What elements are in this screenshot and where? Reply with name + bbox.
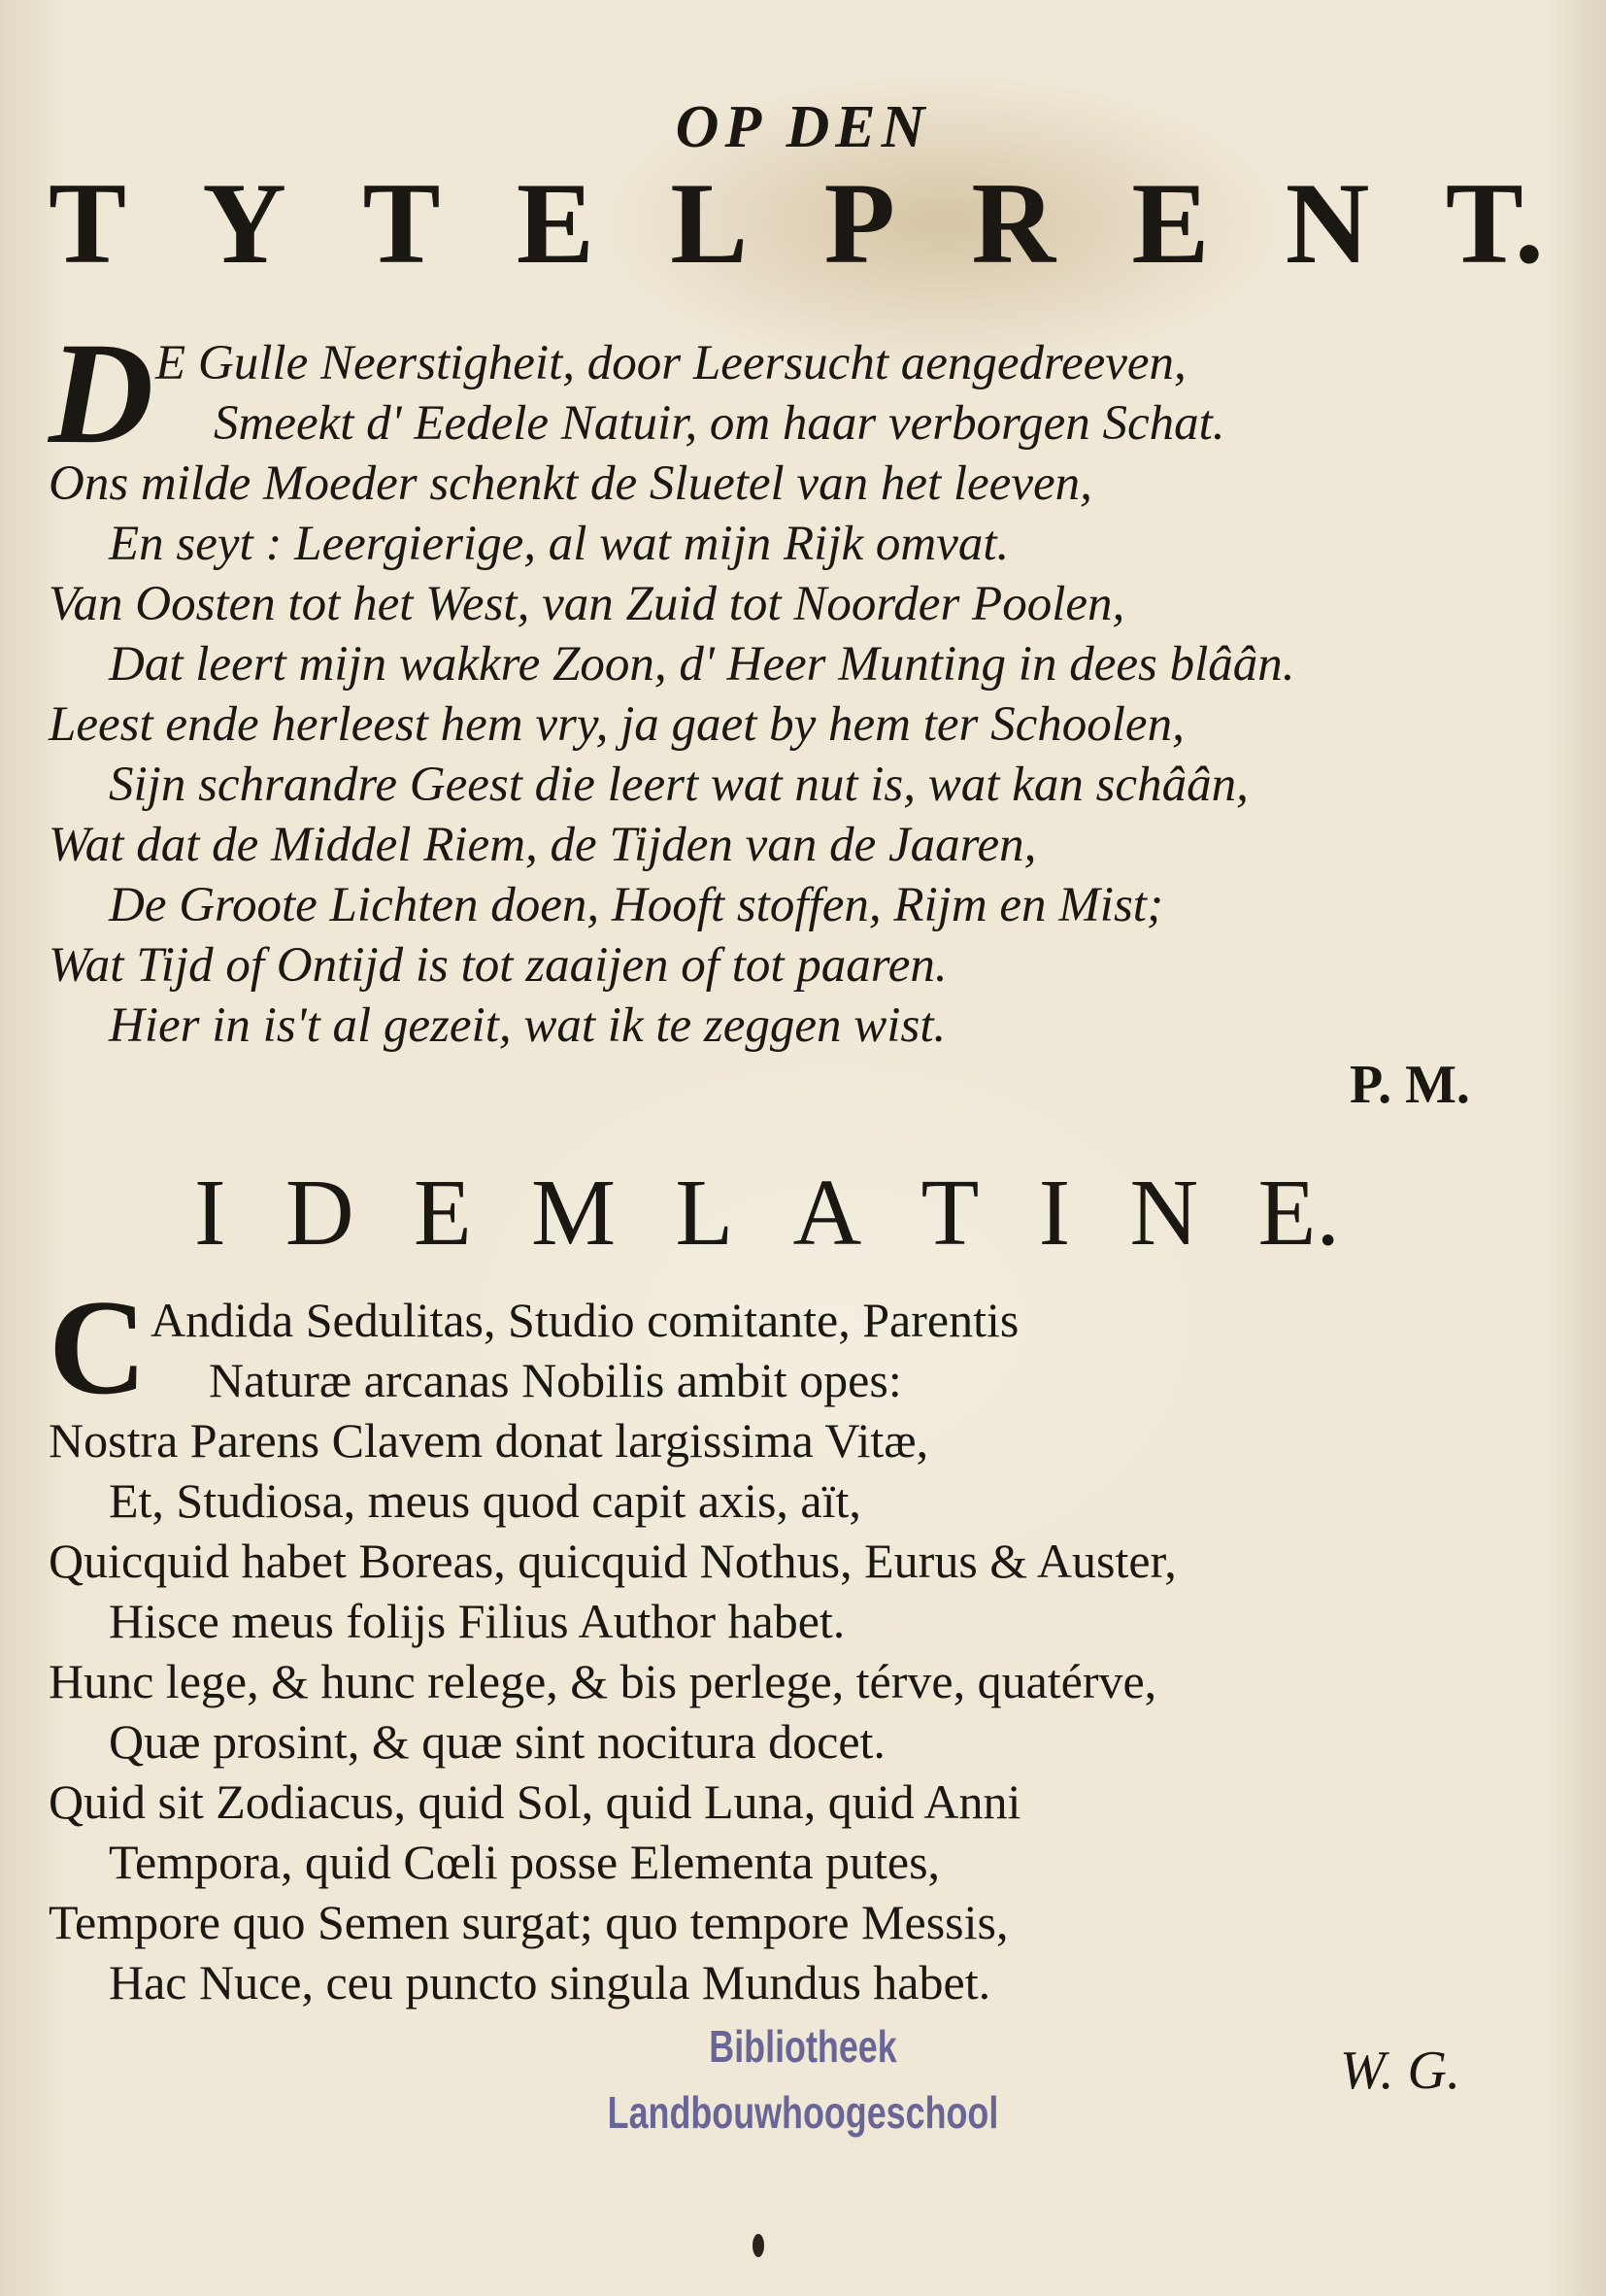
heading-letter: E [516,158,594,287]
bottom-ornament-icon [753,2234,764,2257]
poem-line: Ons milde Moeder schenkt de Sluetel van het leeven, [49,456,1092,511]
poem-line: Quicquid habet Boreas, quicquid Nothus, Eurus & Auster, [49,1534,1177,1588]
poem-line: Smeekt d' Eedele Natuir, om haar verborgen Schat. [214,396,1225,451]
poem-line: Tempora, quid Cœli posse Elementa putes, [109,1835,941,1889]
dropcap-c: C [49,1272,148,1423]
poem-line: Quæ prosint, & quæ sint nocitura docet. [109,1714,886,1769]
heading-letter: I [194,1161,226,1266]
heading-letter: N [1285,158,1370,287]
poem-line: Dat leert mijn wakkre Zoon, d' Heer Munting in dees blâân. [109,637,1295,692]
poem-line: Hac Nuce, ceu puncto singula Mundus habet. [109,1955,991,2009]
heading-letter: I [1038,1161,1071,1266]
heading-letter: E. [1257,1161,1340,1266]
poem-line: Andida Sedulitas, Studio comitante, Parentis [151,1293,1020,1347]
heading-letter: L [675,1161,734,1266]
poem-line: Quid sit Zodiacus, quid Sol, quid Luna, quid Anni [49,1774,1021,1829]
heading-letter: E [1131,158,1210,287]
signature-pm: P. M. [1350,1055,1470,1115]
heading-letter: P [823,158,895,287]
heading-letter: N [1129,1161,1199,1266]
poem-line: Naturæ arcanas Nobilis ambit opes: [209,1353,902,1407]
poem-line: Sijn schrandre Geest die leert wat nut is, wat kan schâân, [109,758,1249,812]
heading-letter: E [413,1161,472,1266]
heading-letter: A [792,1161,862,1266]
poem-line: Van Oosten tot het West, van Zuid tot Noorder Poolen, [49,577,1125,631]
signature-wg: W. G. [1340,2041,1460,2101]
poem-line: Wat Tijd of Ontijd is tot zaaijen of tot paaren. [49,938,948,993]
poem-line: De Groote Lichten doen, Hooft stoffen, Rijm en Mist; [109,878,1163,932]
poem-line: Hunc lege, & hunc relege, & bis perlege, térve, quatérve, [49,1654,1157,1708]
heading-letter: L [670,158,749,287]
poem-line: Nostra Parens Clavem donat largissima Vitæ, [49,1413,929,1468]
heading-letter: T [362,158,441,287]
poem-line: En seyt : Leergierige, al wat mijn Rijk omvat. [109,517,1010,571]
heading-op-den: OP DEN [675,94,931,160]
poem-line: Leest ende herleest hem vry, ja gaet by hem ter Schoolen, [49,697,1185,752]
heading-idem-latine [194,1161,1340,1266]
heading-tytel-prent [49,158,1544,287]
heading-letter: Y [202,158,287,287]
heading-letter: R [971,158,1055,287]
poem-line: Tempore quo Semen surgat; quo tempore Messis, [49,1895,1009,1949]
heading-letter: D [284,1161,354,1266]
heading-letter: T [49,158,127,287]
library-stamp-line2: Landbouwhoogeschool [607,2087,999,2138]
heading-letter: T. [1445,158,1544,287]
poem-line: E Gulle Neerstigheit, door Leersucht aengedreeven, [155,336,1187,390]
poem-line: Wat dat de Middel Riem, de Tijden van de Jaaren, [49,818,1037,872]
poem-line: Et, Studiosa, meus quod capit axis, aït, [109,1473,861,1528]
dropcap-d: D [49,313,154,474]
library-stamp-line1: Bibliotheek [709,2021,897,2072]
heading-letter: M [531,1161,617,1266]
heading-letter: T [920,1161,980,1266]
poem-line: Hisce meus folijs Filius Author habet. [109,1594,846,1648]
poem-line: Hier in is't al gezeit, wat ik te zeggen wist. [109,998,947,1053]
